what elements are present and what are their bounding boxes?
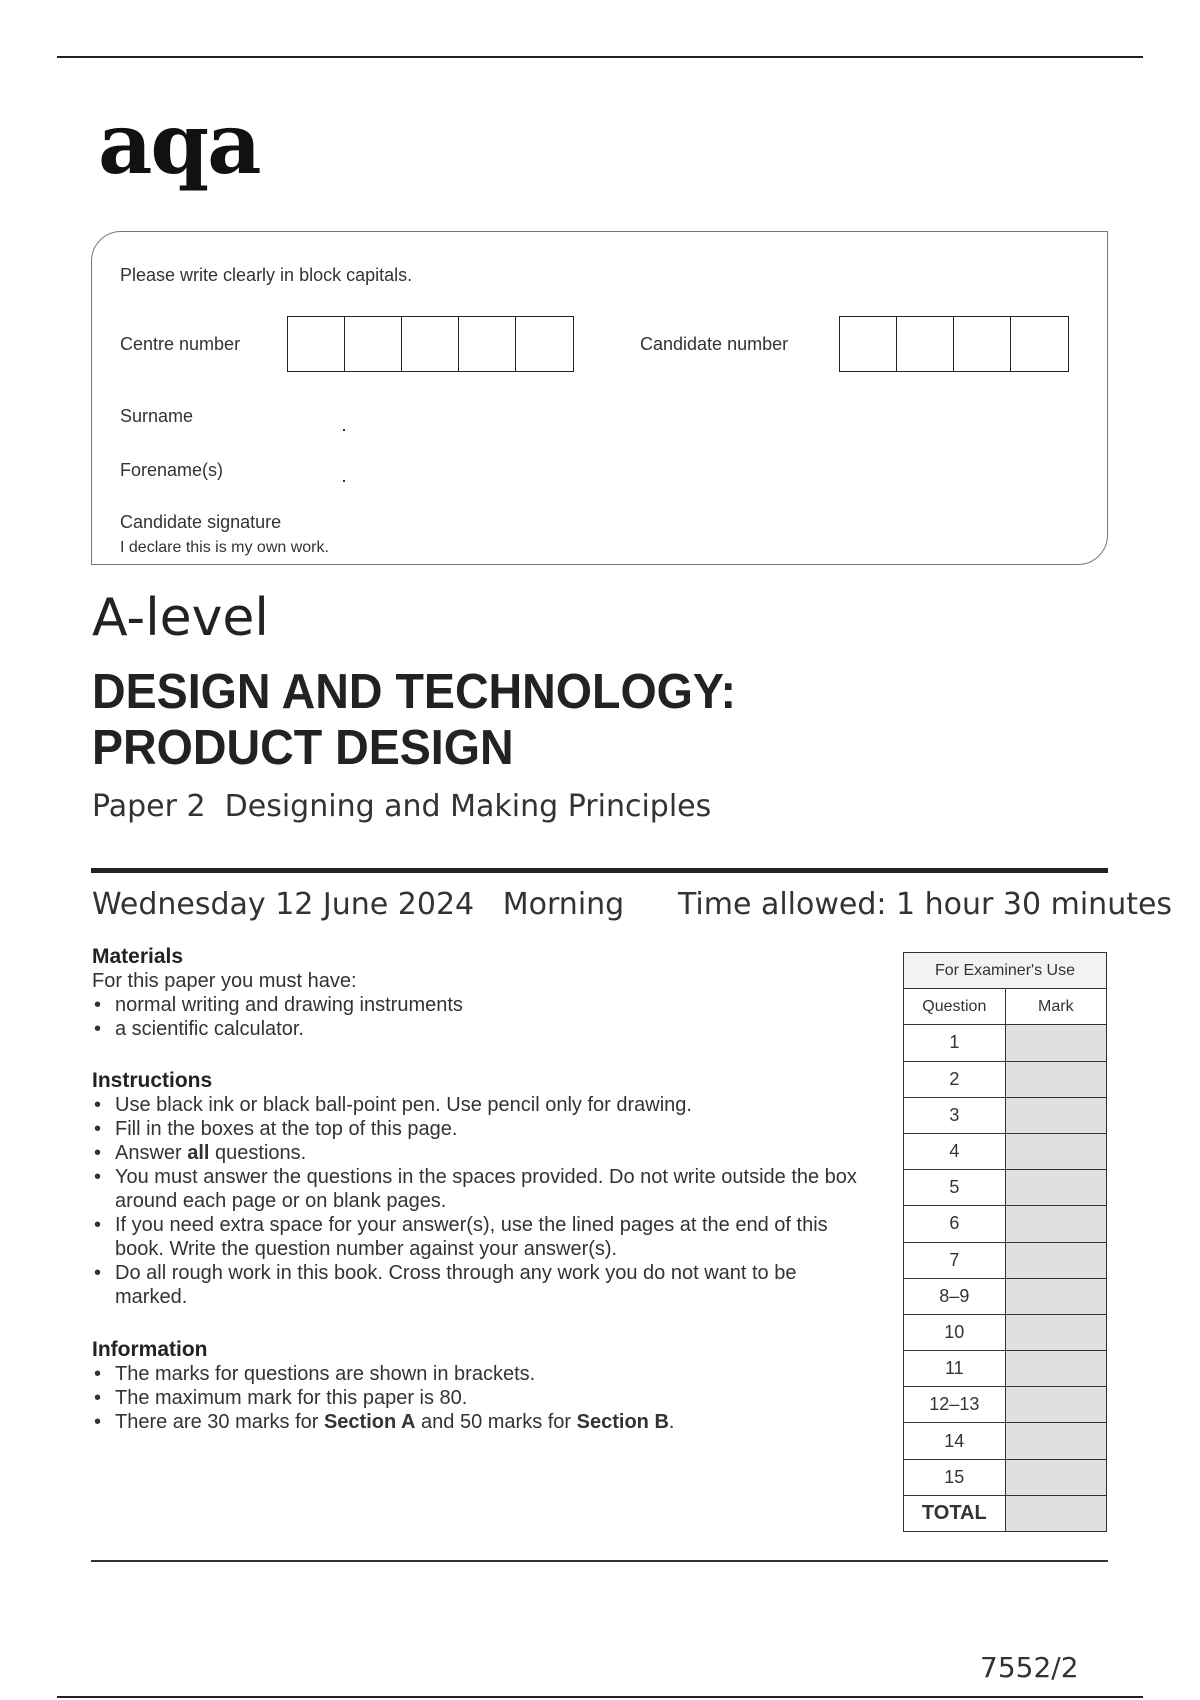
candidate-digit-box[interactable] bbox=[840, 317, 897, 371]
centre-digit-box[interactable] bbox=[288, 317, 345, 371]
candidate-digit-box[interactable] bbox=[1011, 317, 1068, 371]
question-row bbox=[904, 1351, 1107, 1387]
forename-field[interactable] bbox=[343, 480, 345, 482]
centre-number-label: Centre number bbox=[120, 334, 241, 354]
qualification-level: A-level bbox=[92, 588, 269, 648]
mark-cell[interactable] bbox=[1005, 1025, 1106, 1061]
surname-label: Surname bbox=[120, 406, 194, 426]
candidate-number-label: Candidate number bbox=[640, 334, 789, 354]
instructions-item: • Do all rough work in this book. Cross through any work you do not want to be marked. bbox=[92, 1261, 872, 1309]
mark-cell[interactable] bbox=[1005, 1170, 1106, 1206]
footer-rule bbox=[57, 1696, 1143, 1698]
mark-cell[interactable] bbox=[1005, 1278, 1106, 1314]
question-row bbox=[904, 1423, 1107, 1459]
question-number: 6 bbox=[904, 1206, 1006, 1242]
instructions-item: • Use black ink or black ball-point pen. Use pencil only for drawing. bbox=[92, 1093, 872, 1117]
question-number: 4 bbox=[904, 1133, 1006, 1169]
question-row bbox=[904, 1278, 1107, 1314]
subject-title bbox=[92, 664, 736, 776]
question-row bbox=[904, 1025, 1107, 1061]
question-row bbox=[904, 1133, 1107, 1169]
total-mark-cell[interactable] bbox=[1005, 1495, 1106, 1531]
mark-cell[interactable] bbox=[1005, 1133, 1106, 1169]
question-row bbox=[904, 1061, 1107, 1097]
mark-cell[interactable] bbox=[1005, 1206, 1106, 1242]
block-capitals-instruction: Please write clearly in block capitals. bbox=[120, 265, 413, 285]
centre-digit-box[interactable] bbox=[345, 317, 402, 371]
question-number: 11 bbox=[904, 1351, 1006, 1387]
question-number: 2 bbox=[904, 1061, 1006, 1097]
question-number: 14 bbox=[904, 1423, 1006, 1459]
materials-item: • normal writing and drawing instruments bbox=[92, 993, 872, 1017]
question-row bbox=[904, 1387, 1107, 1423]
question-row bbox=[904, 1206, 1107, 1242]
mark-cell[interactable] bbox=[1005, 1387, 1106, 1423]
question-row bbox=[904, 1097, 1107, 1133]
examiner-table-title: For Examiner's Use bbox=[904, 953, 1107, 989]
mark-cell[interactable] bbox=[1005, 1314, 1106, 1350]
centre-number-boxes[interactable] bbox=[287, 316, 574, 372]
information-item: • The maximum mark for this paper is 80. bbox=[92, 1386, 872, 1410]
question-number: 7 bbox=[904, 1242, 1006, 1278]
declaration-text: I declare this is my own work. bbox=[120, 539, 329, 556]
materials-section bbox=[92, 945, 872, 1041]
question-row bbox=[904, 1314, 1107, 1350]
instructions-section bbox=[92, 1069, 872, 1309]
centre-digit-box[interactable] bbox=[459, 317, 516, 371]
signature-label: Candidate signature bbox=[120, 512, 282, 532]
candidate-number-boxes[interactable] bbox=[839, 316, 1069, 372]
subject-title-line2: PRODUCT DESIGN bbox=[92, 721, 514, 775]
instructions-item: • Answer all questions. bbox=[92, 1141, 872, 1165]
question-row bbox=[904, 1242, 1107, 1278]
question-rows bbox=[904, 1025, 1107, 1495]
materials-intro: For this paper you must have: bbox=[92, 970, 357, 992]
materials-item: • a scientific calculator. bbox=[92, 1017, 872, 1041]
paper-title: Paper 2 Designing and Making Principles bbox=[92, 789, 712, 824]
candidate-digit-box[interactable] bbox=[954, 317, 1011, 371]
centre-digit-box[interactable] bbox=[516, 317, 573, 371]
aqa-logo: aqa bbox=[98, 94, 260, 193]
information-heading: Information bbox=[92, 1338, 208, 1361]
bottom-rule bbox=[91, 1560, 1108, 1562]
question-row bbox=[904, 1459, 1107, 1495]
question-column-header: Question bbox=[904, 989, 1006, 1025]
question-number: 10 bbox=[904, 1314, 1006, 1350]
question-number: 8–9 bbox=[904, 1278, 1006, 1314]
question-number: 15 bbox=[904, 1459, 1006, 1495]
examiner-use-table bbox=[903, 952, 1107, 1532]
forename-label: Forename(s) bbox=[120, 460, 224, 480]
question-number: 12–13 bbox=[904, 1387, 1006, 1423]
instructions-item: • You must answer the questions in the spaces provided. Do not write outside the box around each page or on blank pages. bbox=[92, 1165, 872, 1213]
exam-date: Wednesday 12 June 2024 Morning bbox=[92, 887, 625, 922]
surname-field[interactable] bbox=[343, 429, 345, 431]
mark-cell[interactable] bbox=[1005, 1459, 1106, 1495]
question-number: 3 bbox=[904, 1097, 1006, 1133]
mark-cell[interactable] bbox=[1005, 1061, 1106, 1097]
information-item: • There are 30 marks for Section A and 50 marks for Section B. bbox=[92, 1410, 872, 1434]
materials-heading: Materials bbox=[92, 945, 184, 968]
section-divider bbox=[91, 868, 1108, 873]
top-rule bbox=[57, 56, 1143, 58]
paper-code: 7552/2 bbox=[980, 1651, 1079, 1684]
information-section bbox=[92, 1338, 872, 1434]
mark-cell[interactable] bbox=[1005, 1351, 1106, 1387]
time-allowed: Time allowed: 1 hour 30 minutes bbox=[678, 887, 1173, 922]
question-number: 5 bbox=[904, 1170, 1006, 1206]
instructions-item: • Fill in the boxes at the top of this page. bbox=[92, 1117, 872, 1141]
centre-digit-box[interactable] bbox=[402, 317, 459, 371]
information-item: • The marks for questions are shown in brackets. bbox=[92, 1362, 872, 1386]
mark-cell[interactable] bbox=[1005, 1242, 1106, 1278]
instructions-heading: Instructions bbox=[92, 1069, 213, 1092]
mark-cell[interactable] bbox=[1005, 1423, 1106, 1459]
mark-column-header: Mark bbox=[1005, 989, 1106, 1025]
candidate-details-box bbox=[91, 231, 1108, 565]
candidate-digit-box[interactable] bbox=[897, 317, 954, 371]
mark-cell[interactable] bbox=[1005, 1097, 1106, 1133]
question-row bbox=[904, 1170, 1107, 1206]
question-number: 1 bbox=[904, 1025, 1006, 1061]
subject-title-line1: DESIGN AND TECHNOLOGY: bbox=[92, 665, 736, 719]
total-label: TOTAL bbox=[904, 1495, 1006, 1531]
instructions-item: • If you need extra space for your answer(s), use the lined pages at the end of this book. Write the question number against your answer(s). bbox=[92, 1213, 872, 1261]
